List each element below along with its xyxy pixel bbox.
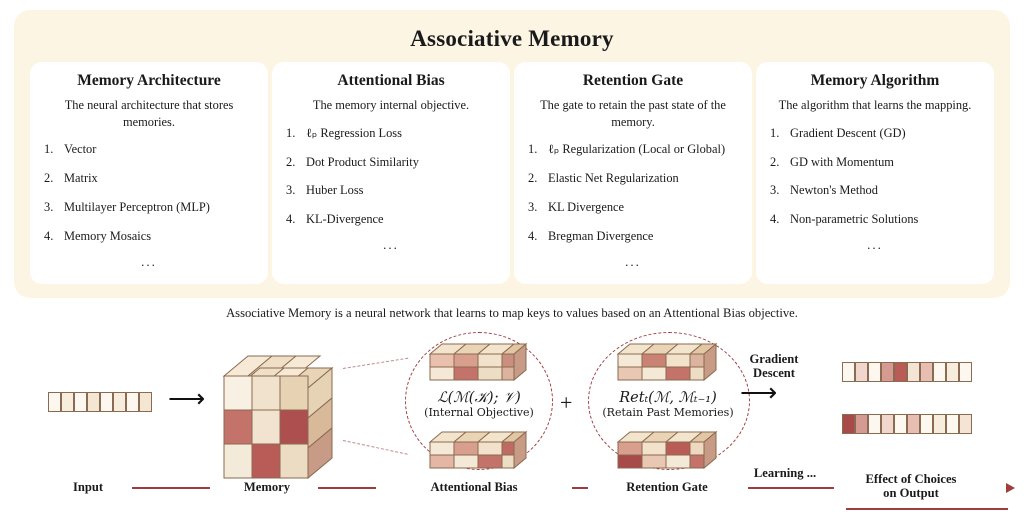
stage-label-retention-gate: Retention Gate	[626, 480, 708, 494]
objective-formula	[408, 390, 550, 419]
cell	[946, 362, 959, 382]
cell	[855, 414, 868, 434]
block-svg	[426, 428, 532, 472]
card-description: The memory internal objective.	[312, 98, 470, 112]
list-item-label: Bregman Divergence	[548, 229, 654, 244]
cell	[933, 362, 946, 382]
cell	[933, 414, 946, 434]
output-strip-1	[842, 362, 972, 382]
cell	[842, 414, 855, 434]
objective-formula-main: ℒ(ℳ(𝒦); 𝒱)	[437, 390, 521, 406]
list-item	[40, 142, 258, 157]
list-item	[282, 126, 500, 141]
list-item-number: 4.	[528, 229, 538, 244]
list-item-number: 3.	[44, 200, 54, 215]
cell	[959, 362, 972, 382]
list-ellipsis: ...	[383, 237, 399, 253]
effect-line-2: on Output	[883, 486, 939, 501]
retention-formula-main: Retₜ(ℳ, ℳₜ₋₁)	[619, 390, 717, 406]
list-item	[282, 183, 500, 198]
arrow-gradient-descent: ⟶	[740, 378, 778, 407]
memory-cube-svg	[218, 346, 353, 481]
cell	[920, 414, 933, 434]
list-item-number: 3.	[528, 200, 538, 215]
list-item	[282, 155, 500, 170]
list-item	[766, 212, 984, 227]
list-item-label: Elastic Net Regularization	[548, 171, 679, 186]
list-item-number: 1.	[286, 125, 296, 140]
card-item-list	[40, 142, 258, 244]
cell	[881, 414, 894, 434]
block-svg	[614, 428, 724, 472]
gradient-descent-label	[728, 352, 820, 381]
list-item	[40, 171, 258, 186]
list-item-label: Multilayer Perceptron (MLP)	[64, 200, 210, 215]
list-item-label: GD with Momentum	[790, 154, 894, 169]
effect-line-1: Effect of Choices	[865, 472, 957, 486]
card-description: The gate to retain the past state of the memory.	[540, 98, 726, 129]
list-item	[524, 229, 742, 244]
list-item-label: Vector	[64, 142, 97, 157]
cell	[868, 362, 881, 382]
gradient-descent-text: Gradient Descent	[749, 352, 799, 381]
retention-formula-sub: (Retain Past Memories)	[602, 406, 734, 419]
attentional-bias-block-top	[426, 340, 532, 389]
cell	[87, 392, 100, 412]
list-item-label: KL-Divergence	[306, 212, 384, 227]
card-item-list	[766, 126, 984, 228]
pipeline-diagram	[0, 328, 1024, 524]
card-retention-gate	[514, 62, 752, 284]
cell	[61, 392, 74, 412]
list-item-number: 4.	[770, 212, 780, 227]
cell	[894, 414, 907, 434]
baseline-segment-2	[318, 487, 376, 489]
list-item-number: 2.	[528, 171, 538, 186]
card-memory-algorithm	[756, 62, 994, 284]
cell	[894, 362, 907, 382]
card-description: The algorithm that learns the mapping.	[778, 98, 972, 112]
list-ellipsis: ...	[625, 253, 641, 269]
cell	[126, 392, 139, 412]
card-memory-architecture	[30, 62, 268, 284]
list-item-number: 1.	[44, 142, 54, 157]
arrow-input-to-memory: ⟶	[168, 384, 206, 413]
stage-label-effect-on-output	[846, 472, 976, 501]
stage-label-learning: Learning ...	[753, 466, 817, 480]
baseline-segment-5	[846, 508, 1008, 510]
list-ellipsis: ...	[141, 253, 157, 269]
card-item-list	[524, 142, 742, 244]
list-ellipsis: ...	[867, 237, 883, 253]
list-item-label: ℓₚ Regression Loss	[306, 125, 402, 140]
plus-sign: +	[560, 390, 573, 415]
stage-label-memory: Memory	[243, 480, 291, 494]
list-item-number: 2.	[286, 154, 296, 169]
associative-memory-panel	[14, 10, 1010, 298]
list-item-number: 3.	[770, 183, 780, 198]
retention-block-bottom	[614, 428, 724, 477]
list-item-label: Matrix	[64, 171, 98, 186]
card-description: The neural architecture that stores memories.	[64, 98, 234, 129]
card-row	[14, 52, 1010, 284]
list-item-label: Non-parametric Solutions	[790, 212, 919, 227]
card-item-list	[282, 126, 500, 228]
cell	[946, 414, 959, 434]
cell	[907, 414, 920, 434]
list-item	[524, 200, 742, 215]
output-strip-2	[842, 414, 972, 434]
baseline-segment-4	[748, 487, 834, 489]
list-item	[40, 200, 258, 215]
cell	[907, 362, 920, 382]
stage-label-attentional-bias: Attentional Bias	[430, 480, 518, 494]
list-item-number: 1.	[528, 142, 538, 157]
card-attentional-bias	[272, 62, 510, 284]
list-item-number: 4.	[44, 229, 54, 244]
list-item-label: Memory Mosaics	[64, 229, 152, 244]
list-item-label: Dot Product Similarity	[306, 154, 419, 169]
attentional-bias-block-bottom	[426, 428, 532, 477]
input-strip	[48, 392, 152, 412]
card-title: Attentional Bias	[337, 72, 445, 89]
list-item	[40, 229, 258, 244]
cell	[881, 362, 894, 382]
list-item-number: 2.	[770, 154, 780, 169]
cell	[842, 362, 855, 382]
cell	[959, 414, 972, 434]
block-svg	[614, 340, 724, 384]
list-item	[766, 155, 984, 170]
baseline-segment-3	[572, 487, 588, 489]
cell	[48, 392, 61, 412]
list-item	[766, 126, 984, 141]
cell	[868, 414, 881, 434]
cell	[139, 392, 152, 412]
list-item-label: KL Divergence	[548, 200, 625, 215]
list-item-label: Gradient Descent (GD)	[790, 125, 906, 140]
cell	[855, 362, 868, 382]
list-item	[524, 171, 742, 186]
cell	[920, 362, 933, 382]
list-item-label: ℓₚ Regularization (Local or Global)	[548, 142, 726, 157]
list-item	[766, 183, 984, 198]
list-item	[524, 142, 742, 157]
cell	[100, 392, 113, 412]
cell	[113, 392, 126, 412]
card-title: Memory Architecture	[77, 72, 221, 89]
card-title: Memory Algorithm	[810, 72, 940, 89]
list-item-number: 2.	[44, 171, 54, 186]
block-svg	[426, 340, 532, 384]
list-item-number: 3.	[286, 183, 296, 198]
baseline-segment-1	[132, 487, 210, 489]
list-item-number: 1.	[770, 125, 780, 140]
list-item-number: 4.	[286, 212, 296, 227]
page-title: Associative Memory	[410, 26, 614, 51]
objective-formula-sub: (Internal Objective)	[424, 406, 534, 419]
list-item	[282, 212, 500, 227]
cell	[74, 392, 87, 412]
list-item-label: Newton's Method	[790, 183, 878, 198]
list-item-label: Huber Loss	[306, 183, 364, 198]
card-title: Retention Gate	[582, 72, 684, 89]
memory-cube	[218, 346, 348, 476]
stage-label-input: Input	[72, 480, 104, 494]
baseline-arrow-head	[1006, 483, 1015, 493]
figure-caption: Associative Memory is a neural network that learns to map keys to values based on an Attentional Bias objective.	[226, 306, 798, 320]
retention-formula	[590, 390, 746, 419]
retention-block-top	[614, 340, 724, 389]
